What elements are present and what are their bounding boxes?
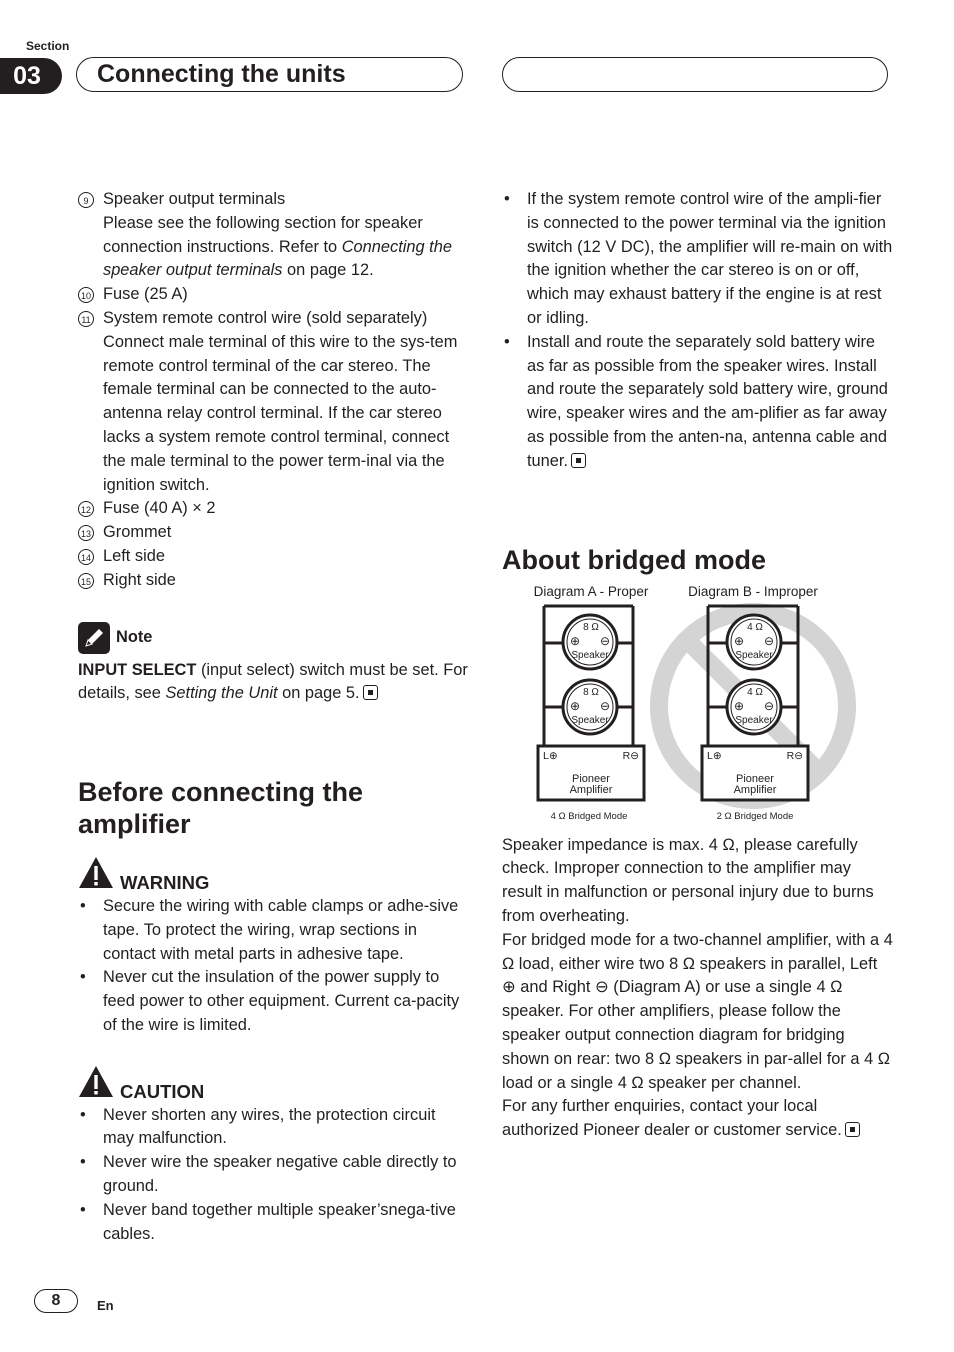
- circled-number: 9: [78, 192, 94, 208]
- diagram-a: [534, 584, 649, 822]
- bullet: •: [80, 1200, 86, 1219]
- caution-bullet: [78, 1151, 468, 1199]
- bridged-mode-paragraph: For bridged mode for a two-channel amplifier, with a 4 Ω load, either wire two 8 Ω speakers in parallel, Left ⊕ and Right ⊖ (Diagram A) or use a single 4 Ω speaker. For other amplifiers, please follow the speaker output connection diagram for bridging shown on rear: two 8 Ω speakers in par-allel for a 4 Ω load or a single 4 Ω speaker per channel.: [502, 930, 893, 1092]
- left-column: [78, 188, 468, 1246]
- paragraph-text: For any further enquiries, contact your local authorized Pioneer dealer or customer service.: [502, 1097, 842, 1140]
- end-mark-icon: [845, 1122, 860, 1137]
- item-text: Fuse (25 A): [103, 285, 188, 304]
- list-item-11: [78, 307, 468, 497]
- bullet-text: If the system remote control wire of the ampli-fier is connected to the power terminal via the ignition switch (12 V DC), the amplifier will re-main on with the ignition whether the car stereo is on or off, which may exhaust battery if the engine is at rest or idling.: [527, 190, 893, 327]
- bullet: •: [504, 190, 510, 208]
- bullet-text: Never band together multiple speaker’snega-tive cables.: [103, 1200, 456, 1243]
- note-text: [78, 659, 468, 707]
- circled-number: 11: [78, 311, 94, 327]
- remote-wire-bullet: [502, 188, 894, 331]
- diagram-b-title: Diagram B - Improper: [688, 583, 818, 599]
- note-text-part: on page 5.: [277, 684, 360, 703]
- bridged-mode-diagram: [502, 584, 894, 829]
- caution-header: [78, 1065, 468, 1104]
- r-terminal: R⊖: [786, 749, 803, 762]
- page-number: 8: [34, 1289, 78, 1313]
- list-item-13: [78, 521, 468, 545]
- amplifier-label-2: Amplifier: [733, 783, 777, 796]
- item-title: System remote control wire (sold separately): [103, 308, 428, 327]
- speaker-label: Speaker: [735, 649, 773, 661]
- caution-bullet: [78, 1199, 468, 1247]
- warning-bullet: [78, 966, 468, 1037]
- diagram-b-ohm-label: 4 Ω: [747, 621, 763, 633]
- list-item-15: [78, 569, 468, 593]
- bullet-text: Never shorten any wires, the protection circuit may malfunction.: [103, 1105, 436, 1148]
- circled-number: 12: [78, 501, 94, 517]
- bullet: •: [80, 896, 86, 915]
- about-bridged-mode-heading: About bridged mode: [502, 544, 766, 575]
- caution-label: CAUTION: [120, 1080, 205, 1102]
- diagram-b-ohm-label: 4 Ω: [747, 686, 763, 698]
- section-number: 03: [0, 58, 62, 94]
- list-item-10: [78, 283, 468, 307]
- circled-number: 15: [78, 573, 94, 589]
- diagram-svg: [502, 584, 894, 829]
- note-keyword: INPUT SELECT: [78, 660, 197, 679]
- diagram-a-title: Diagram A - Proper: [533, 583, 649, 599]
- speaker-label: Speaker: [735, 714, 773, 726]
- minus-terminal: ⊖: [599, 698, 611, 713]
- circled-number: 13: [78, 525, 94, 541]
- plus-terminal: ⊕: [569, 698, 581, 713]
- caution-bullet: [78, 1104, 468, 1152]
- item-description: [103, 212, 468, 283]
- minus-terminal: ⊖: [599, 633, 611, 648]
- l-terminal: L⊕: [543, 749, 558, 762]
- minus-terminal: ⊖: [763, 633, 775, 648]
- item-text: on page 12.: [282, 261, 374, 280]
- diagram-b: [688, 584, 818, 822]
- note-label: Note: [116, 627, 153, 646]
- impedance-paragraph: Speaker impedance is max. 4 Ω, please carefully check. Improper connection to the amplifier may result in malfunction or personal injury due to burns from overheating.: [502, 835, 874, 925]
- bullet-text: Secure the wiring with cable clamps or adhe-sive tape. To protect the wiring, wrap sections in contact with metal parts in adhesive tape.: [103, 896, 459, 963]
- list-item-14: [78, 545, 468, 569]
- bullet: •: [504, 332, 510, 351]
- warning-bullet: [78, 895, 468, 966]
- item-title: Speaker output terminals: [103, 190, 286, 208]
- item-text: Right side: [103, 570, 176, 589]
- section-title: Connecting the units: [76, 57, 463, 92]
- r-terminal: R⊖: [622, 749, 639, 762]
- item-description: Connect male terminal of this wire to the sys-tem remote control terminal of the car stereo. The female terminal can be connected to the auto-antenna relay control terminal. If the car stereo lacks a system remote control terminal, connect the male terminal to the power term-inal via the ignition switch.: [103, 332, 458, 494]
- warning-triangle-icon: [78, 856, 114, 895]
- circled-number: 10: [78, 287, 94, 303]
- bullet-text: Never cut the insulation of the power supply to feed power to other equipment. Current ca-pacity of the wire is limited.: [103, 968, 460, 1034]
- warning-header: [78, 856, 468, 895]
- amplifier-label-2: Amplifier: [569, 783, 613, 796]
- section-label: Section: [26, 39, 70, 53]
- cross-reference: Setting the Unit: [165, 684, 278, 703]
- end-mark-icon: [363, 685, 378, 700]
- note-pencil-icon: [78, 622, 110, 654]
- list-item-9: [78, 188, 468, 283]
- item-text: Please see the following section for speaker connection instructions. Refer to: [103, 213, 423, 256]
- note-text-part: (input select) switch must be set. For details, see: [78, 660, 468, 703]
- circled-number: 14: [78, 549, 94, 565]
- bullet: •: [80, 1105, 86, 1124]
- right-column: [502, 188, 894, 1143]
- bullet-text: Install and route the separately sold battery wire as far as possible from the speaker wires. Install and route the separately sold battery wire, ground wire, speaker wires and the am-plifier as far away as possible from the anten-na, antenna cable and tuner.: [527, 332, 888, 470]
- list-item-12: [78, 497, 468, 521]
- battery-wire-bullet: [502, 331, 894, 474]
- warning-label: WARNING: [120, 872, 210, 894]
- before-connecting-heading: Before connecting the amplifier: [78, 777, 364, 840]
- plus-terminal: ⊕: [733, 698, 745, 713]
- speaker-label: Speaker: [571, 649, 609, 661]
- plus-terminal: ⊕: [733, 633, 745, 648]
- l-terminal: L⊕: [707, 749, 722, 762]
- item-text: Fuse (40 A) × 2: [103, 499, 216, 518]
- bullet-text: Never wire the speaker negative cable directly to ground.: [103, 1153, 457, 1195]
- diagram-a-ohm-label: 8 Ω: [583, 686, 599, 698]
- end-mark-icon: [571, 453, 586, 468]
- item-text: Grommet: [103, 523, 172, 542]
- cross-reference: Connecting the speaker output terminals: [103, 237, 452, 280]
- speaker-label: Speaker: [571, 714, 609, 726]
- bullet: •: [80, 968, 86, 987]
- diagram-a-caption: 4 Ω Bridged Mode: [550, 810, 628, 822]
- header-empty-box: [502, 57, 888, 92]
- minus-terminal: ⊖: [763, 698, 775, 713]
- amplifier-label-1: Pioneer: [572, 772, 610, 785]
- note-header: [78, 622, 468, 654]
- enquiries-paragraph: [502, 1095, 894, 1143]
- bullet: •: [80, 1153, 86, 1172]
- plus-terminal: ⊕: [569, 633, 581, 648]
- diagram-a-ohm-label: 8 Ω: [583, 621, 599, 633]
- item-text: Left side: [103, 546, 165, 565]
- language-label: En: [97, 1298, 114, 1313]
- amplifier-label-1: Pioneer: [736, 772, 774, 785]
- diagram-b-caption: 2 Ω Bridged Mode: [716, 810, 794, 822]
- caution-triangle-icon: [78, 1065, 114, 1104]
